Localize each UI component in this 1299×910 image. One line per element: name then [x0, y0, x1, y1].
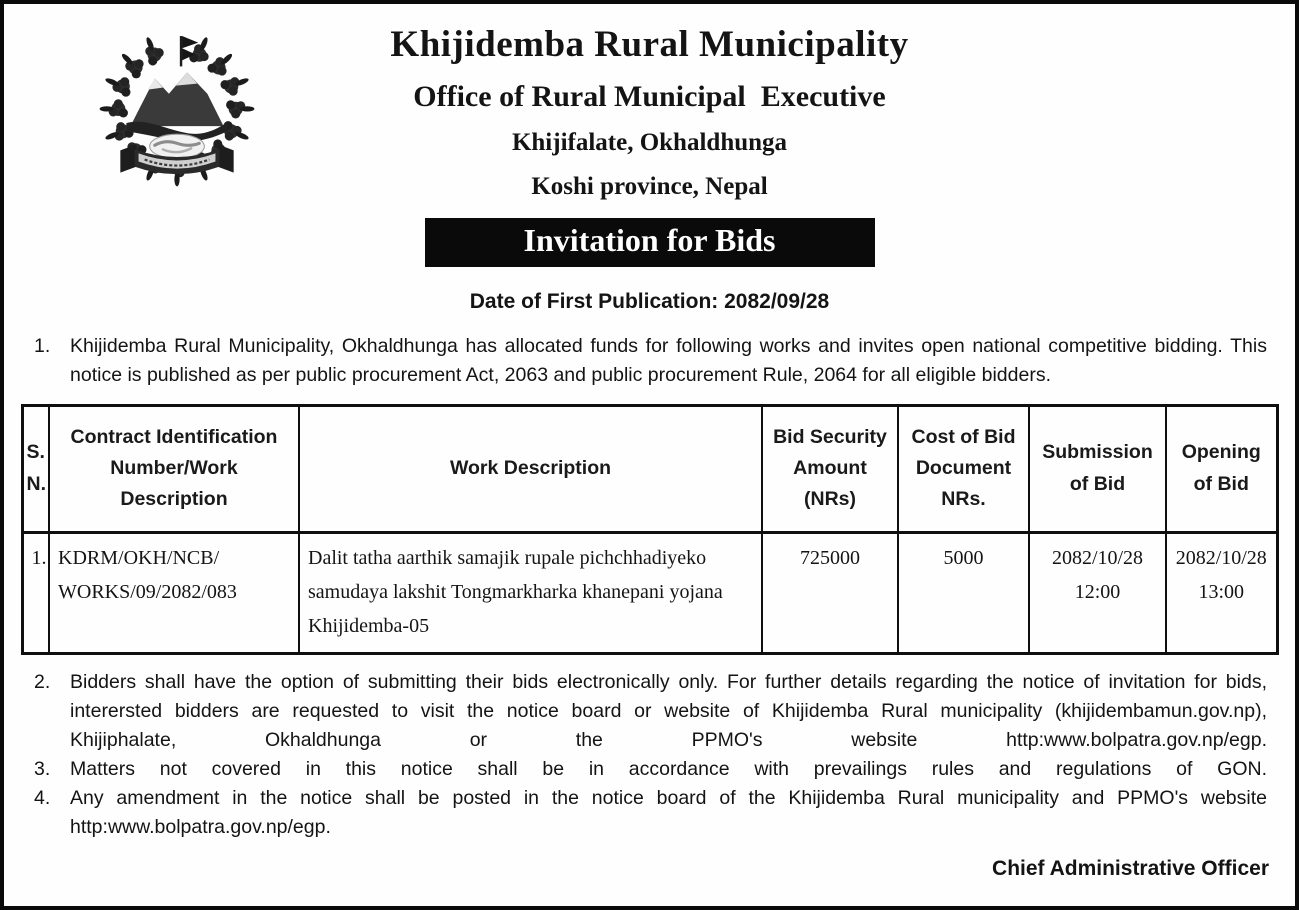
bid-table-header-row: [22, 405, 1277, 532]
cell-bid-security-amount: 725000: [762, 532, 898, 653]
submission-date: 2082/10/28: [1051, 546, 1144, 569]
clause-1: [34, 332, 1267, 390]
clause-text: Any amendment in the notice shall be posted in the notice board of the Khijidemba Rural municipality and PPMO's website http:www.bolpatra.gov.np/egp.: [70, 786, 1267, 838]
cell-opening: [1166, 532, 1277, 653]
clause-2: [34, 668, 1267, 755]
office-name: Office of Rural Municipal Executive: [413, 79, 886, 113]
cell-contract-id: [49, 532, 299, 653]
clause-number: 2.: [34, 670, 51, 693]
cell-work-description: Dalit tatha aarthik samajik rupale pichchhadiyeko samudaya lakshit Tongmarkharka khanepani yojana Khijidemba-05: [299, 532, 762, 653]
clauses-block: [4, 668, 1295, 842]
submission-time: 12:00: [1074, 580, 1121, 603]
contract-id-line-1: KDRM/OKH/NCB/: [58, 546, 220, 569]
bid-table-row: [22, 532, 1277, 653]
clause-text: Bidders shall have the option of submitting their bids electronically only. For further details regarding the notice of invitation for bids, interersted bidders are requested to visit the notice board or website of Khijidemba Rural municipality (khijidembamun.gov.np), Khijiphalate, Okhaldhunga or the PPMO's website http:www.bolpatra.gov.np/egp.: [70, 670, 1267, 751]
col-header-submission-of-bid: Submission of Bid: [1029, 405, 1166, 532]
municipality-emblem-logo: [94, 32, 260, 204]
clause-3: [34, 755, 1267, 784]
clause-text: Khijidemba Rural Municipality, Okhaldhunga has allocated funds for following works and invites open national competitive bidding. This notice is published as per public procurement Act, 2063 and public procurement Rule, 2064 for all eligible bidders.: [70, 334, 1267, 386]
clause-number: 1.: [34, 334, 51, 357]
col-header-work-description: Work Description: [299, 405, 762, 532]
col-header-sn: S. N.: [22, 405, 49, 532]
bid-table: [21, 404, 1279, 655]
col-header-bid-security-amount: Bid Security Amount (NRs): [762, 405, 898, 532]
contract-id-line-2: WORKS/09/2082/083: [58, 580, 237, 603]
publication-date-line: Date of First Publication: 2082/09/28: [469, 289, 830, 313]
clause-number: 3.: [34, 757, 51, 780]
signatory-title: Chief Administrative Officer: [992, 856, 1269, 880]
cell-bid-document-cost: 5000: [898, 532, 1029, 653]
opening-time: 13:00: [1198, 580, 1245, 603]
clause-4: [34, 784, 1267, 842]
cell-submission: [1029, 532, 1166, 653]
col-header-bid-document-cost: Cost of Bid Document NRs.: [898, 405, 1029, 532]
location-line: Khijifalate, Okhaldhunga: [511, 128, 788, 156]
clause-number: 4.: [34, 786, 51, 809]
opening-date: 2082/10/28: [1175, 546, 1267, 569]
clause-text: Matters not covered in this notice shall be in accordance with prevailings rules and regulations of GON.: [70, 757, 1267, 780]
province-line: Koshi province, Nepal: [531, 172, 768, 200]
municipality-name: Khijidemba Rural Municipality: [390, 24, 909, 65]
cell-sn: 1.: [22, 532, 49, 653]
col-header-contract-id: Contract Identification Number/Work Description: [49, 405, 299, 532]
invitation-banner: Invitation for Bids: [425, 218, 875, 267]
col-header-opening-of-bid: Opening of Bid: [1166, 405, 1277, 532]
